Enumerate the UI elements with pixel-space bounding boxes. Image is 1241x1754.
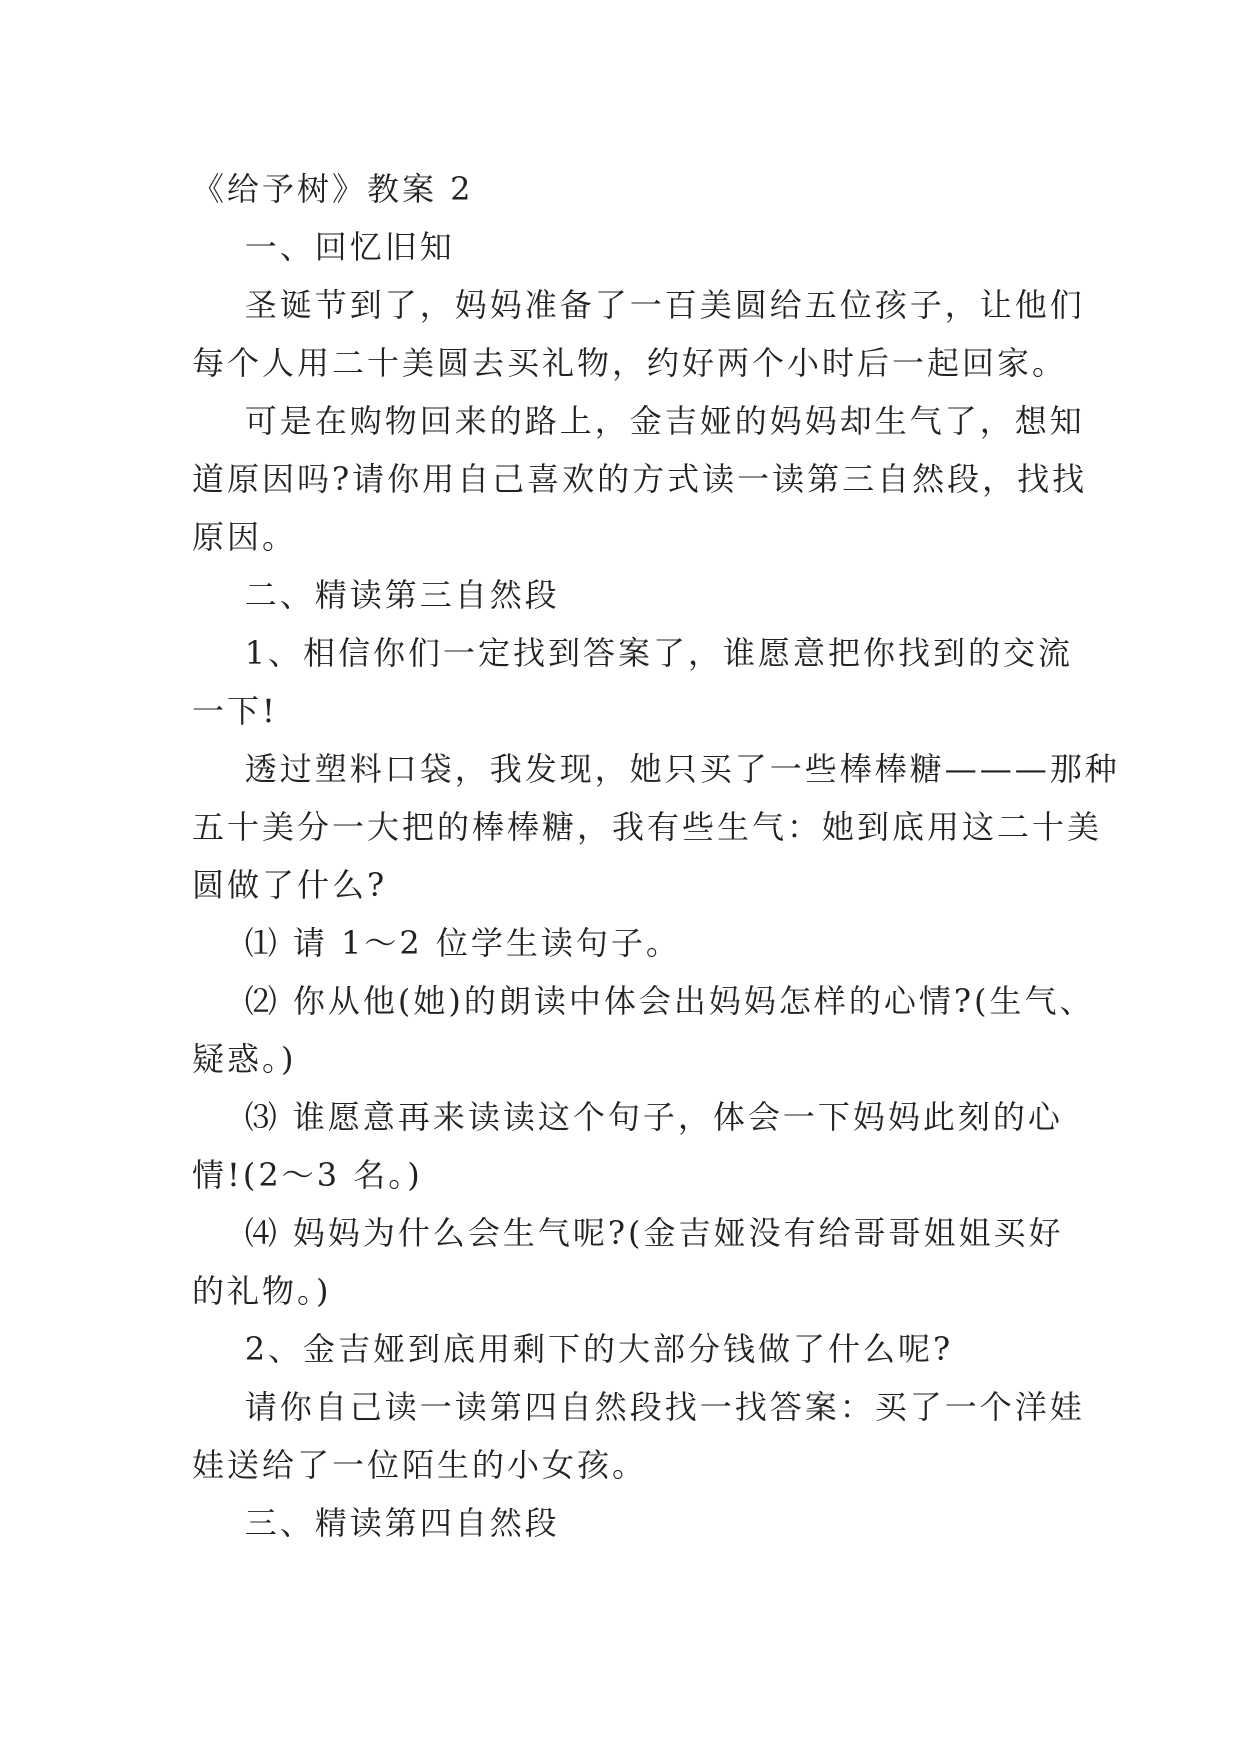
list-item: ⑷ 妈妈为什么会生气呢?(金吉娅没有给哥哥姐姐买好 — [192, 1214, 1064, 1252]
quote-line: 透过塑料口袋，我发现，她只买了一些棒棒糖———那种 — [192, 750, 1120, 788]
list-item: ⑵ 你从他(她)的朗读中体会出妈妈怎样的心情?(生气、 — [192, 982, 1095, 1020]
paragraph-line: 1、相信你们一定找到答案了，谁愿意把你找到的交流 — [192, 634, 1074, 672]
paragraph-line: 一下! — [192, 692, 278, 730]
paragraph-line: 可是在购物回来的路上，金吉娅的妈妈却生气了，想知 — [192, 402, 1085, 440]
section-heading: 三、精读第四自然段 — [192, 1504, 560, 1542]
list-item: 的礼物。) — [192, 1272, 332, 1310]
paragraph-line: 每个人用二十美圆去买礼物，约好两个小时后一起回家。 — [192, 344, 1068, 382]
list-item: ⑶ 谁愿意再来读读这个句子，体会一下妈妈此刻的心 — [192, 1098, 1063, 1136]
quote-line: 五十美分一大把的棒棒糖，我有些生气：她到底用这二十美 — [192, 808, 1103, 846]
paragraph-line: 2、金吉娅到底用剩下的大部分钱做了什么呢? — [192, 1330, 954, 1368]
paragraph-line: 道原因吗?请你用自己喜欢的方式读一读第三自然段，找找 — [192, 460, 1088, 498]
document-body — [192, 160, 1120, 1552]
section-heading: 一、回忆旧知 — [192, 228, 455, 266]
paragraph-line: 娃送给了一位陌生的小女孩。 — [192, 1446, 648, 1484]
list-item: 疑惑。) — [192, 1040, 297, 1078]
paragraph-line: 请你自己读一读第四自然段找一找答案：买了一个洋娃 — [192, 1388, 1085, 1426]
section-heading: 二、精读第三自然段 — [192, 576, 560, 614]
list-item: ⑴ 请 1～2 位学生读句子。 — [192, 924, 681, 962]
document-title: 《给予树》教案 2 — [192, 170, 474, 208]
quote-line: 圆做了什么? — [192, 866, 388, 904]
paragraph-line: 原因。 — [192, 518, 298, 556]
list-item: 情!(2～3 名。) — [192, 1156, 423, 1194]
paragraph-line: 圣诞节到了，妈妈准备了一百美圆给五位孩子，让他们 — [192, 286, 1085, 324]
